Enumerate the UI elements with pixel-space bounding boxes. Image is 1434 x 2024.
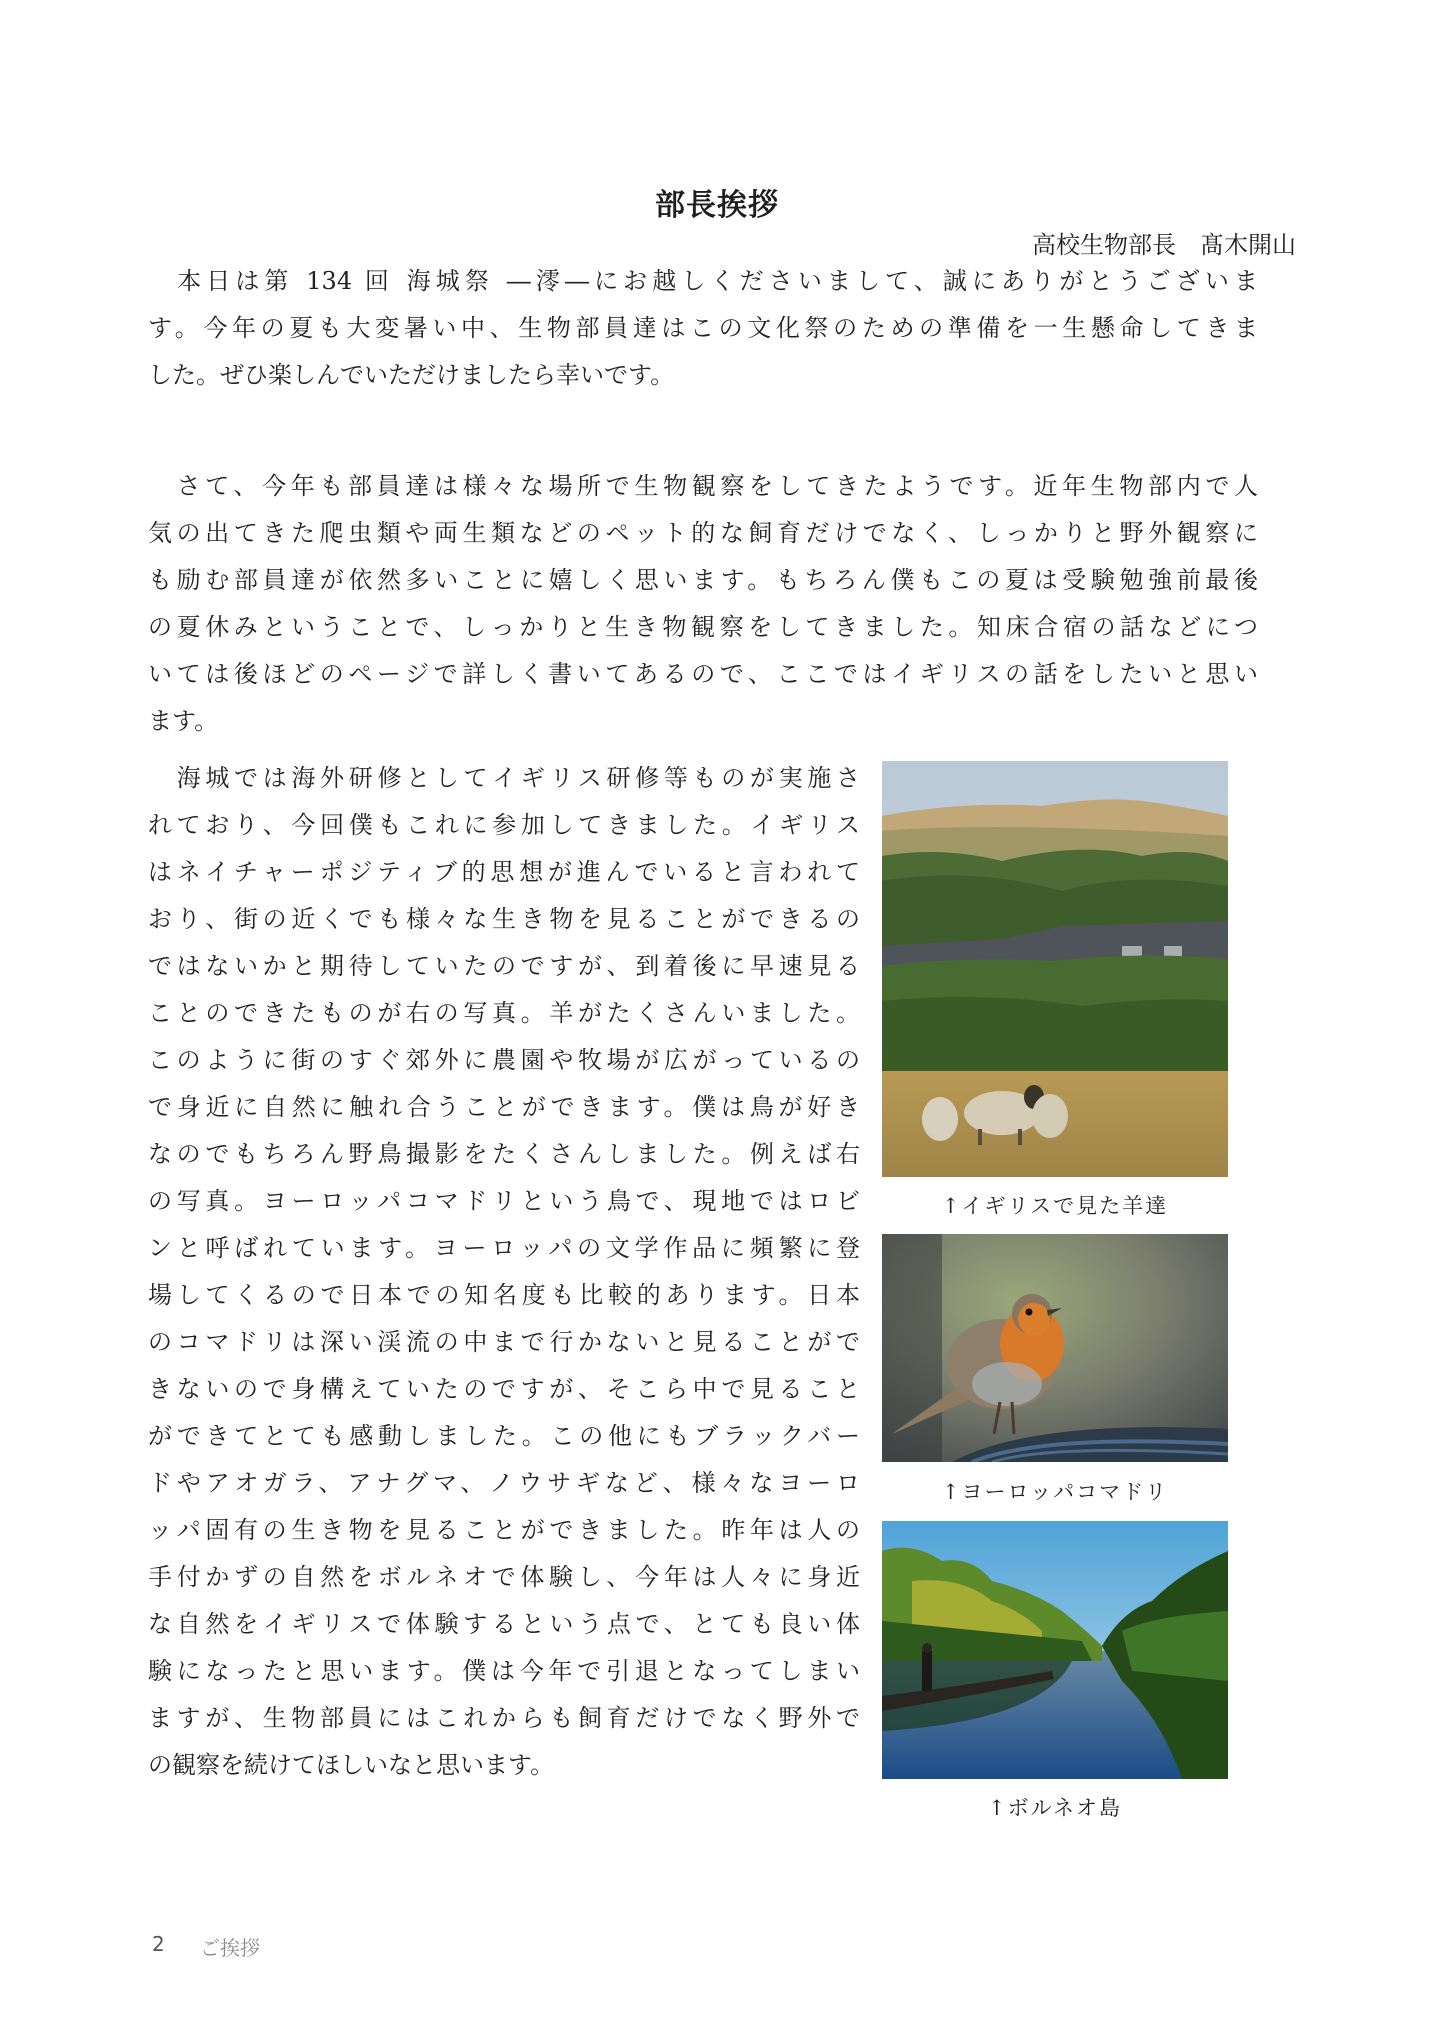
paragraph3-line: 験になったと思います。僕は今年で引退となってしまい	[148, 1657, 860, 1685]
author-byline: 高校生物部長 髙木開山	[1032, 231, 1296, 259]
paragraph3-line: きないので身構えていたのですが、そこら中で見ること	[148, 1375, 860, 1403]
section-label: ご挨拶	[200, 1936, 260, 1960]
paragraph3-line: ンと呼ばれています。ヨーロッパの文学作品に頻繁に登	[148, 1234, 860, 1262]
paragraph3-line: ますが、生物部員にはこれからも飼育だけでなく野外で	[148, 1704, 860, 1732]
paragraph1-line: す。今年の夏も大変暑い中、生物部員達はこの文化祭のための準備を一生懸命してきま	[148, 314, 1258, 342]
borneo-photo-caption: ↑ボルネオ島	[988, 1796, 1122, 1820]
borneo-river-image	[882, 1521, 1228, 1779]
paragraph3-line: ことのできたものが右の写真。羊がたくさんいました。	[148, 999, 860, 1027]
paragraph2-line: ます。	[148, 707, 219, 735]
page-number: 2	[152, 1932, 165, 1956]
paragraph2-line: さて、今年も部員達は様々な場所で生物観察をしてきたようです。近年生物部内で人	[148, 472, 1258, 500]
paragraph3-line: おり、街の近くでも様々な生き物を見ることができるの	[148, 905, 860, 933]
paragraph3-line: で身近に自然に触れ合うことができます。僕は鳥が好き	[148, 1093, 860, 1121]
paragraph3-line: 海城では海外研修としてイギリス研修等ものが実施さ	[148, 764, 860, 792]
paragraph3-line: のコマドリは深い渓流の中まで行かないと見ることがで	[148, 1328, 860, 1356]
paragraph3-line: の観察を続けてほしいなと思います。	[148, 1751, 555, 1779]
paragraph2-line: も励む部員達が依然多いことに嬉しく思います。もちろん僕もこの夏は受験勉強前最後	[148, 566, 1258, 594]
robin-photo-caption: ↑ヨーロッパコマドリ	[941, 1480, 1169, 1504]
sheep-photo-caption: ↑イギリスで見た羊達	[941, 1194, 1169, 1218]
paragraph1-line: した。ぜひ楽しんでいただけましたら幸いです。	[148, 361, 675, 389]
paragraph3-line: ができてとても感動しました。この他にもブラックバー	[148, 1422, 860, 1450]
borneo-photo	[882, 1521, 1228, 1779]
paragraph3-line: の写真。ヨーロッパコマドリという鳥で、現地ではロビ	[148, 1187, 860, 1215]
paragraph3-line: なのでもちろん野鳥撮影をたくさんしました。例えば右	[148, 1140, 860, 1168]
paragraph3-line: 手付かずの自然をボルネオで体験し、今年は人々に身近	[148, 1563, 860, 1591]
paragraph1-line: 本日は第 134 回 海城祭 ―澪―にお越しくださいまして、誠にありがとうございま	[148, 267, 1258, 295]
paragraph2-line: 気の出てきた爬虫類や両生類などのペット的な飼育だけでなく、しっかりと野外観察に	[148, 519, 1258, 547]
robin-photo	[882, 1234, 1228, 1462]
paragraph3-line: ではないかと期待していたのですが、到着後に早速見る	[148, 952, 860, 980]
page-title: 部長挨拶	[655, 188, 779, 224]
paragraph3-line: ドやアオガラ、アナグマ、ノウサギなど、様々なヨーロ	[148, 1469, 860, 1497]
paragraph3-line: ッパ固有の生き物を見ることができました。昨年は人の	[148, 1516, 860, 1544]
sheep-landscape-image	[882, 761, 1228, 1177]
paragraph2-line: いては後ほどのページで詳しく書いてあるので、ここではイギリスの話をしたいと思い	[148, 660, 1258, 688]
paragraph3-line: はネイチャーポジティブ的思想が進んでいると言われて	[148, 858, 860, 886]
paragraph3-line: 場してくるので日本での知名度も比較的あります。日本	[148, 1281, 860, 1309]
paragraph3-line: な自然をイギリスで体験するという点で、とても良い体	[148, 1610, 860, 1638]
paragraph2-line: の夏休みということで、しっかりと生き物観察をしてきました。知床合宿の話などにつ	[148, 613, 1258, 641]
sheep-photo	[882, 761, 1228, 1177]
paragraph3-line: れており、今回僕もこれに参加してきました。イギリス	[148, 811, 860, 839]
paragraph3-line: このように街のすぐ郊外に農園や牧場が広がっているの	[148, 1046, 860, 1074]
robin-image	[882, 1234, 1228, 1462]
